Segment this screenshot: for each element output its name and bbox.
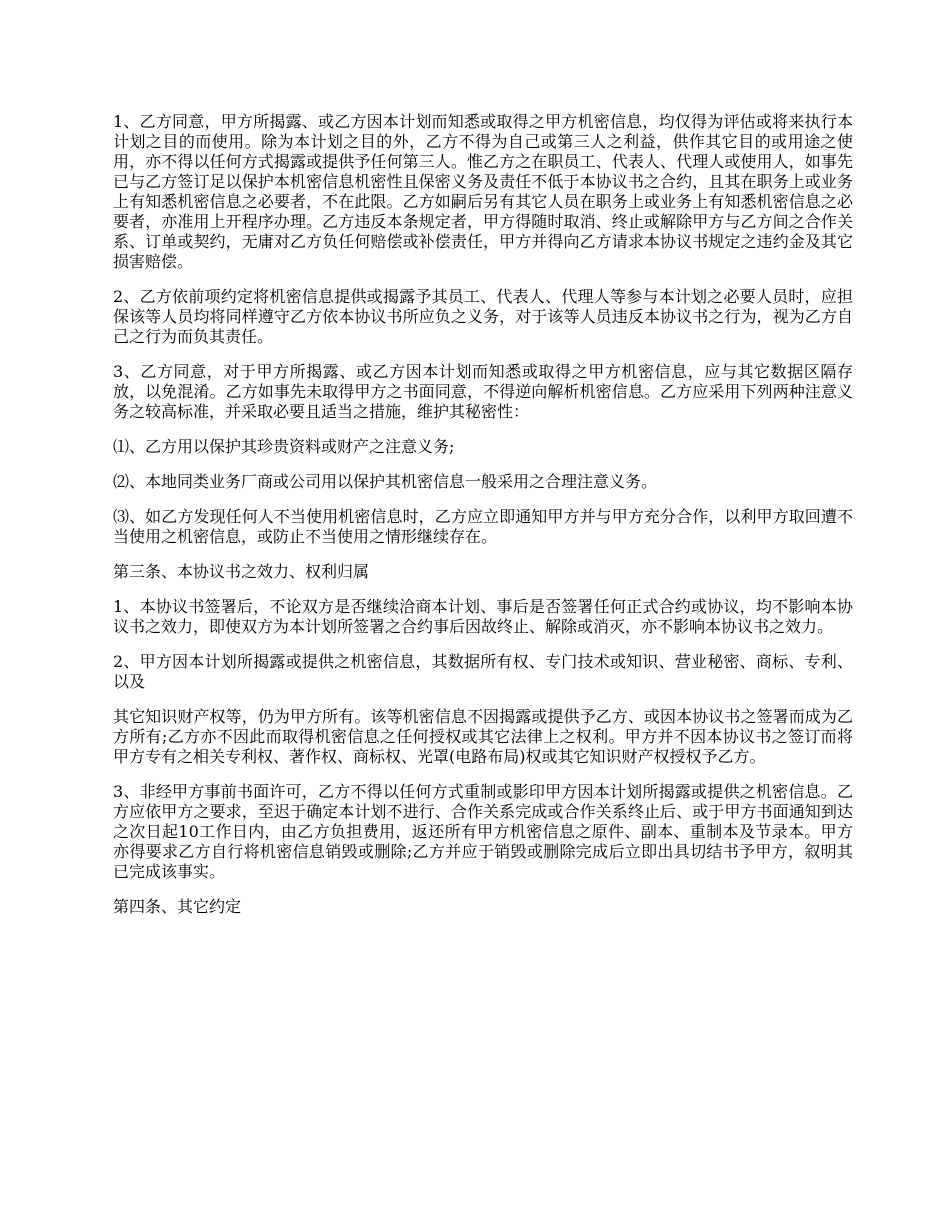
- paragraph-1: 1、乙方同意，甲方所揭露、或乙方因本计划而知悉或取得之甲方机密信息，均仅得为评估或将来执行本计划之目的而使用。除为本计划之目的外，乙方不得为自己或第三人之利益，供作其它目的或用途之使用，亦不得以任何方式揭露或提供予任何第三人。惟乙方之在职员工、代表人、代理人或使用人，如事先已与乙方签订足以保护本机密信息机密性且保密义务及责任不低于本协议书之合约，且其在职务上或业务上有知悉机密信息之必要者，不在此限。乙方如嗣后另有其它人员在职务上或业务上有知悉机密信息之必要者，亦准用上开程序办理。乙方违反本条规定者，甲方得随时取消、终止或解除甲方与乙方间之合作关系、订单或契约，无庸对乙方负任何赔偿或补偿责任，甲方并得向乙方请求本协议书规定之违约金及其它损害赔偿。: [113, 112, 853, 271]
- paragraph-2: 2、乙方依前项约定将机密信息提供或揭露予其员工、代表人、代理人等参与本计划之必要人员时，应担保该等人员均将同样遵守乙方依本协议书所应负之义务，对于该等人员违反本协议书之行为，视为乙方自己之行为而负其责任。: [113, 287, 853, 346]
- list-item-1: ⑴、乙方用以保护其珍贵资料或财产之注意义务;: [113, 437, 455, 456]
- section-heading-article-3: 第三条、本协议书之效力、权利归属: [113, 562, 370, 581]
- paragraph-5: 2、甲方因本计划所揭露或提供之机密信息，其数据所有权、专门技术或知识、营业秘密、商标、专利、以及: [113, 652, 853, 691]
- list-item-2: ⑵、本地同类业务厂商或公司用以保护其机密信息一般采用之合理注意义务。: [113, 472, 658, 491]
- paragraph-6: 其它知识财产权等，仍为甲方所有。该等机密信息不因揭露或提供予乙方、或因本协议书之签署而成为乙方所有;乙方亦不因此而取得机密信息之任何授权或其它法律上之权利。甲方并不因本协议书之签订而将甲方专有之相关专利权、著作权、商标权、光罩(电路布局)权或其它知识财产权授权予乙方。: [113, 707, 853, 766]
- paragraph-3: 3、乙方同意，对于甲方所揭露、或乙方因本计划而知悉或取得之甲方机密信息，应与其它数据区隔存放，以免混淆。乙方如事先未取得甲方之书面同意，不得逆向解析机密信息。乙方应采用下列两种注意义务之较高标准，并采取必要且适当之措施，维护其秘密性：: [113, 362, 853, 421]
- section-heading-article-4: 第四条、其它约定: [113, 897, 242, 916]
- list-item-3: ⑶、如乙方发现任何人不当使用机密信息时，乙方应立即通知甲方并与甲方充分合作，以利甲方取回遭不当使用之机密信息，或防止不当使用之情形继续存在。: [113, 507, 853, 546]
- document-page: [113, 112, 853, 932]
- paragraph-4: 1、本协议书签署后，不论双方是否继续洽商本计划、事后是否签署任何正式合约或协议，均不影响本协议书之效力，即使双方为本计划所签署之合约事后因故终止、解除或消灭，亦不影响本协议书之效力。: [113, 597, 853, 636]
- paragraph-7: 3、非经甲方事前书面许可，乙方不得以任何方式重制或影印甲方因本计划所揭露或提供之机密信息。乙方应依甲方之要求，至迟于确定本计划不进行、合作关系完成或合作关系终止后、或于甲方书面通知到达之次日起10工作日内，由乙方负担费用，返还所有甲方机密信息之原件、副本、重制本及节录本。甲方亦得要求乙方自行将机密信息销毁或删除;乙方并应于销毁或删除完成后立即出具切结书予甲方，叙明其已完成该事实。: [113, 782, 853, 881]
